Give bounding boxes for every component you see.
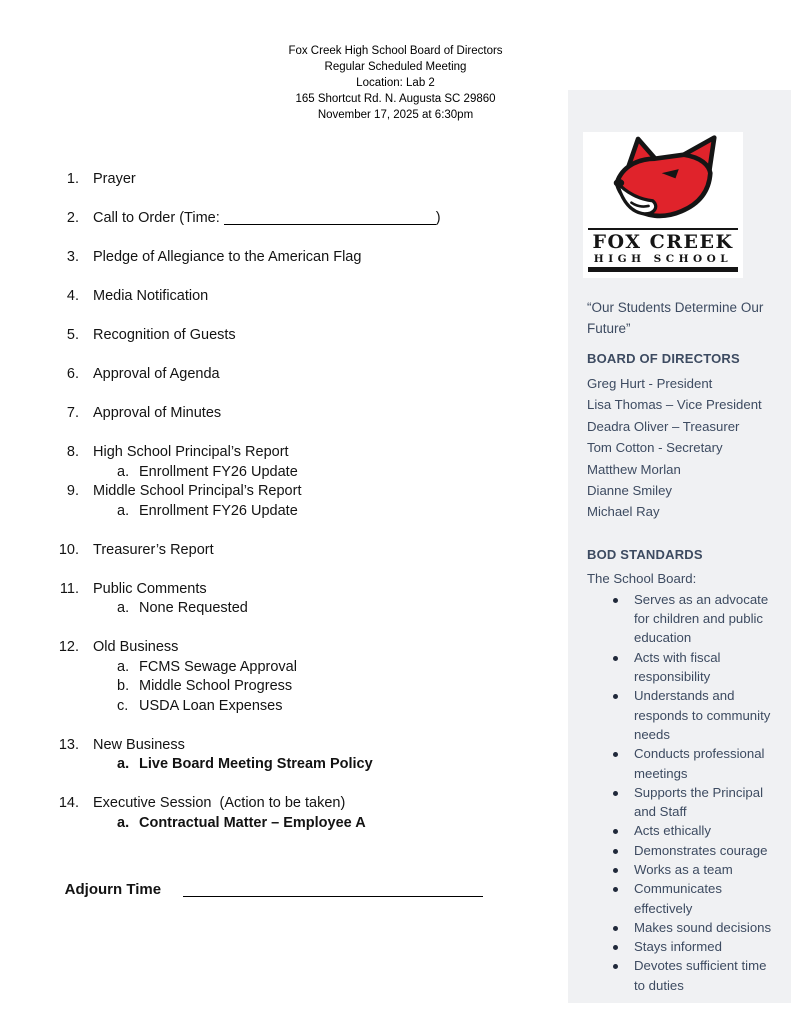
standard-item: Understands and responds to community needs — [587, 686, 775, 744]
agenda-subitem-text: USDA Loan Expenses — [139, 697, 283, 714]
agenda-item-text: Public Comments — [93, 580, 207, 597]
standard-item: Demonstrates courage — [587, 841, 775, 860]
logo-text-fox-creek: FOX CREEK — [592, 231, 734, 253]
standard-item: Acts ethically — [587, 821, 775, 840]
logo-text-high-school: HIGH SCHOOL — [593, 253, 733, 265]
standard-item: Acts with fiscal responsibility — [587, 648, 775, 687]
standard-item: Conducts professional meetings — [587, 744, 775, 783]
standard-item: Serves as an advocate for children and public education — [587, 590, 775, 648]
agenda-item-number: 10. — [58, 541, 79, 558]
agenda-item-number: 9. — [66, 483, 79, 499]
agenda-item-number: 12. — [58, 639, 79, 655]
standard-item: Stays informed — [587, 937, 775, 956]
standards-list — [587, 590, 775, 995]
agenda-subitem-letter: a. — [117, 463, 130, 480]
agenda-subitem-text: Middle School Progress — [139, 678, 293, 694]
agenda-item-text: Treasurer’s Report — [93, 541, 214, 558]
agenda-item-number: 8. — [66, 444, 79, 460]
agenda-item-number: 13. — [58, 736, 79, 753]
header-line-address: 165 Shortcut Rd. N. Augusta SC 29860 — [295, 93, 496, 105]
standard-item: Works as a team — [587, 860, 775, 879]
agenda-subitem — [48, 814, 528, 834]
header-line-datetime: November 17, 2025 at 6:30pm — [317, 109, 474, 121]
board-members-list — [587, 373, 775, 523]
board-of-directors-heading: BOARD OF DIRECTORS — [587, 351, 740, 366]
agenda-gap — [48, 385, 528, 405]
agenda-item-number: 11. — [59, 580, 79, 597]
agenda-item-number: 2. — [66, 210, 79, 226]
agenda-item — [48, 287, 528, 307]
agenda-item — [48, 443, 528, 463]
adjourn-row — [48, 860, 528, 919]
agenda-subitem — [48, 463, 528, 483]
agenda-item — [48, 794, 528, 814]
agenda-item — [48, 209, 528, 229]
fox-head-icon — [588, 135, 738, 227]
agenda-gap — [48, 190, 528, 210]
agenda-gap — [48, 775, 528, 795]
board-member: Tom Cotton - Secretary — [587, 440, 723, 456]
agenda-item — [48, 170, 528, 190]
agenda-subitem-letter: c. — [117, 697, 129, 714]
header-line-location: Location: Lab 2 — [356, 77, 435, 89]
agenda-subitem — [48, 599, 528, 619]
agenda-item-text: New Business — [93, 736, 185, 753]
agenda-item-text: Middle School Principal’s Report — [93, 483, 302, 499]
agenda-subitem — [48, 755, 528, 775]
agenda-item — [48, 541, 528, 561]
agenda-subitem — [48, 677, 528, 697]
agenda-item-text: High School Principal’s Report — [93, 444, 289, 460]
agenda-item-number: 3. — [66, 249, 79, 265]
header-line-org: Fox Creek High School Board of Directors — [288, 45, 503, 57]
agenda-subitem — [48, 658, 528, 678]
agenda-item-number: 7. — [66, 405, 79, 421]
agenda — [48, 170, 528, 919]
board-member: Matthew Morlan — [587, 461, 681, 477]
agenda-item-number: 6. — [66, 366, 79, 382]
board-member: Lisa Thomas – Vice President — [587, 397, 762, 413]
agenda-gap — [48, 424, 528, 444]
agenda-subitem-letter: a. — [117, 658, 130, 675]
agenda-subitem-letter: a. — [117, 502, 130, 519]
board-member: Dianne Smiley — [587, 483, 673, 499]
school-motto: “Our Students Determine Our Future” — [587, 300, 764, 336]
agenda-subitem — [48, 502, 528, 522]
agenda-item-text: Pledge of Allegiance to the American Flag — [93, 249, 362, 265]
logo-divider-bottom — [588, 267, 738, 272]
agenda-item-text-suffix: ) — [435, 210, 441, 226]
agenda-subitem-text: Contractual Matter – Employee A — [139, 814, 366, 831]
board-member: Michael Ray — [587, 504, 660, 520]
agenda-list — [48, 170, 528, 833]
agenda-subitem-letter: a. — [117, 600, 130, 616]
agenda-item-text: Executive Session (Action to be taken) — [93, 795, 346, 811]
agenda-gap — [48, 268, 528, 288]
agenda-item-number: 1. — [66, 171, 79, 187]
agenda-item — [48, 482, 528, 502]
school-logo — [583, 132, 743, 278]
agenda-subitem-letter: b. — [117, 678, 130, 694]
logo-divider-top — [588, 228, 738, 230]
agenda-subitem — [48, 697, 528, 717]
agenda-item-text: Prayer — [93, 171, 136, 187]
agenda-item-text: Call to Order (Time: — [93, 210, 224, 226]
standard-item: Makes sound decisions — [587, 918, 775, 937]
agenda-item-number: 5. — [66, 327, 79, 343]
header-line-meeting-type: Regular Scheduled Meeting — [324, 61, 467, 73]
bod-standards-heading: BOD STANDARDS — [587, 546, 703, 562]
agenda-item — [48, 736, 528, 756]
agenda-item-text: Old Business — [93, 639, 179, 655]
board-member: Deadra Oliver – Treasurer — [587, 418, 740, 434]
agenda-item — [48, 404, 528, 424]
agenda-item — [48, 326, 528, 346]
agenda-item-text: Approval of Minutes — [93, 405, 222, 421]
agenda-subitem-text: Enrollment FY26 Update — [139, 502, 298, 519]
agenda-item — [48, 638, 528, 658]
agenda-gap — [48, 346, 528, 366]
agenda-subitem-text: None Requested — [139, 600, 248, 616]
agenda-subitem-letter: a. — [117, 814, 130, 831]
sidebar — [568, 90, 791, 1003]
blank-line — [224, 210, 436, 225]
agenda-item-text: Media Notification — [93, 288, 209, 304]
agenda-item-number: 14. — [58, 795, 79, 811]
agenda-subitem-text: FCMS Sewage Approval — [139, 658, 297, 675]
board-member: Greg Hurt - President — [587, 376, 713, 391]
standard-item: Supports the Principal and Staff — [587, 783, 775, 822]
agenda-item-text: Approval of Agenda — [93, 366, 220, 382]
standards-intro: The School Board: — [587, 570, 697, 586]
agenda-subitem-text: Enrollment FY26 Update — [139, 463, 298, 480]
agenda-gap — [48, 229, 528, 249]
agenda-item — [48, 580, 528, 600]
adjourn-label: Adjourn Time — [64, 880, 162, 898]
agenda-gap — [48, 521, 528, 541]
agenda-gap — [48, 307, 528, 327]
agenda-item — [48, 248, 528, 268]
agenda-item — [48, 365, 528, 385]
agenda-gap — [48, 619, 528, 639]
standard-item: Devotes sufficient time to duties — [587, 956, 775, 995]
agenda-subitem-text: Live Board Meeting Stream Policy — [139, 756, 373, 772]
adjourn-blank-line — [183, 882, 483, 897]
standard-item: Communicates effectively — [587, 879, 775, 918]
agenda-item-text: Recognition of Guests — [93, 327, 236, 343]
agenda-item-number: 4. — [66, 288, 79, 304]
agenda-gap — [48, 560, 528, 580]
agenda-gap — [48, 716, 528, 736]
agenda-subitem-letter: a. — [117, 756, 130, 772]
